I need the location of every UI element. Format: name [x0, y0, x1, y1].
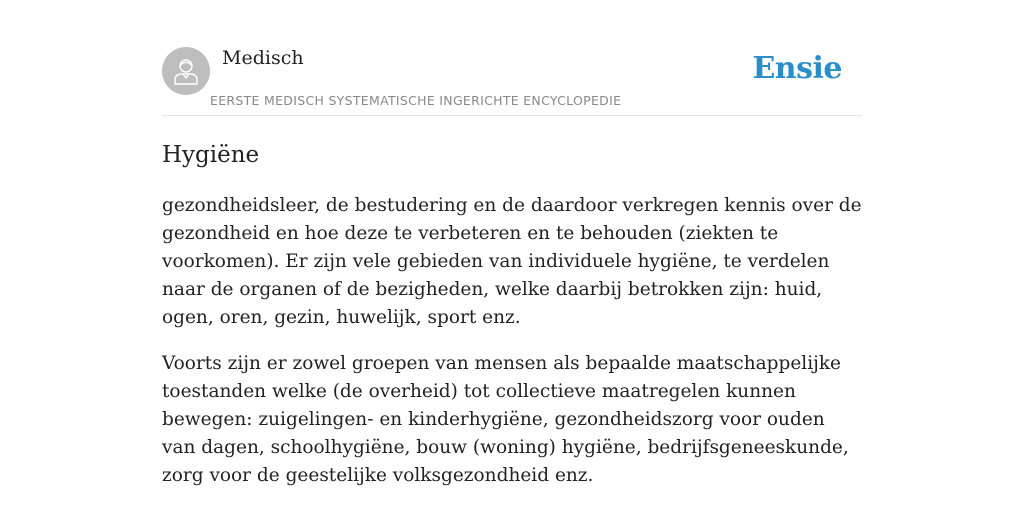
source-subtitle: EERSTE MEDISCH SYSTEMATISCHE INGERICHTE ENCYCLOPEDIE [210, 93, 622, 108]
article-paragraph: gezondheidsleer, de bestudering en de daardoor verkregen kennis over de gezondheid en hoe deze te verbeteren en te behouden (ziekten te voorkomen). Er zijn vele gebieden van individuele hygiëne, te verdelen naar de organen of de bezigheden, welke daarbij betrokken zijn: huid, ogen, oren, gezin, huwelijk, sport enz. [162, 195, 862, 328]
article-body [162, 192, 862, 490]
avatar[interactable] [162, 47, 210, 95]
source-name-link[interactable]: Medisch [222, 47, 304, 69]
user-icon [171, 56, 201, 86]
article-paragraph: Voorts zijn er zowel groepen van mensen als bepaalde maatschappelijke toestanden welke (de overheid) tot collectieve maatregelen kunnen bewegen: zuigelingen- en kinderhygiëne, gezondheidszorg voor ouden van dagen, schoolhygiëne, bouw (woning) hygiëne, bedrijfsgeneeskunde, zorg voor de geestelijke volksgezondheid enz. [162, 353, 849, 486]
brand-logo[interactable]: Ensie [752, 51, 842, 86]
article-title: Hygiëne [162, 142, 260, 168]
page [162, 0, 862, 508]
source-header [162, 0, 862, 116]
